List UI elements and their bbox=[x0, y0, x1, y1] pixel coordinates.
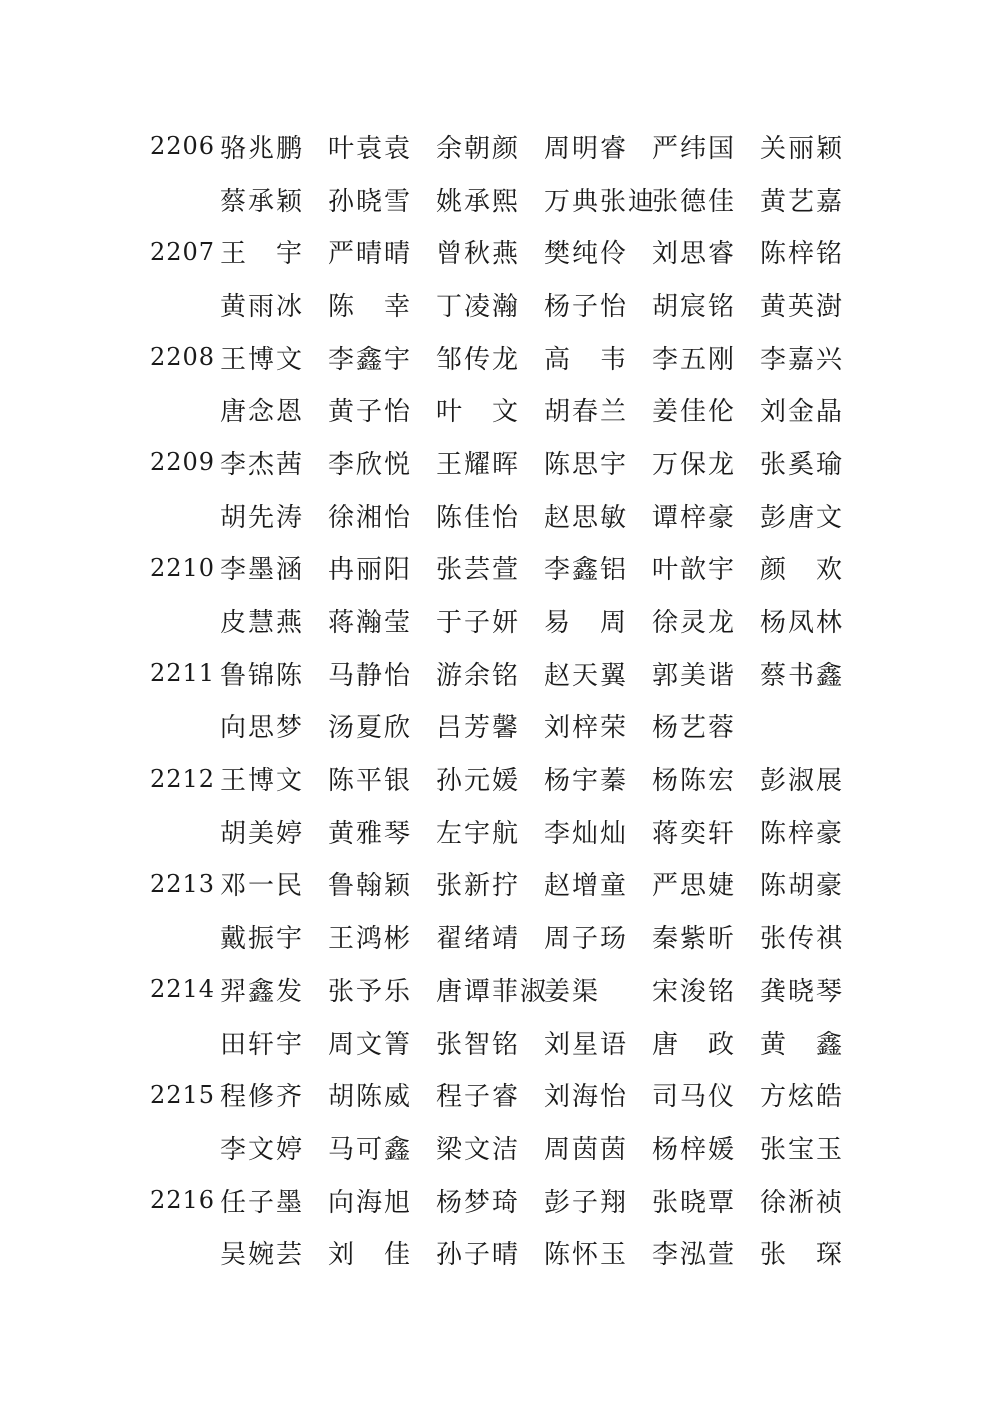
name-row bbox=[150, 1068, 870, 1121]
student-name: 叶歆宇 bbox=[652, 555, 737, 586]
student-name: 彭唐文 bbox=[760, 502, 845, 533]
student-name: 陈胡豪 bbox=[760, 871, 845, 902]
class-number: 2208 bbox=[150, 343, 216, 372]
student-name: 程修齐 bbox=[220, 1082, 305, 1113]
student-name: 李杰茜 bbox=[220, 449, 305, 480]
student-name: 向思梦 bbox=[220, 713, 305, 744]
student-name: 周子玚 bbox=[544, 924, 629, 955]
name-row bbox=[150, 910, 870, 963]
student-name: 刘 佳 bbox=[328, 1240, 413, 1271]
student-name: 严纬国 bbox=[652, 133, 737, 164]
student-name: 陈佳怡 bbox=[436, 502, 521, 533]
name-row bbox=[150, 331, 870, 384]
student-name: 黄英澍 bbox=[760, 291, 845, 322]
student-name: 胡先涛 bbox=[220, 502, 305, 533]
name-row bbox=[150, 1174, 870, 1227]
student-name: 周文箐 bbox=[328, 1029, 413, 1060]
student-name: 李鑫铝 bbox=[544, 555, 629, 586]
student-name: 彭子翔 bbox=[544, 1187, 629, 1218]
student-name: 赵增童 bbox=[544, 871, 629, 902]
student-name: 蔡书鑫 bbox=[760, 660, 845, 691]
student-name: 宋浚铭 bbox=[652, 976, 737, 1007]
name-row bbox=[150, 1121, 870, 1174]
class-number: 2212 bbox=[150, 764, 216, 793]
student-name: 彭淑展 bbox=[760, 766, 845, 797]
student-name: 蔡承颖 bbox=[220, 186, 305, 217]
student-name: 杨凤林 bbox=[760, 608, 845, 639]
name-row bbox=[150, 594, 870, 647]
name-row bbox=[150, 225, 870, 278]
name-row bbox=[150, 489, 870, 542]
name-row bbox=[150, 173, 870, 226]
class-number: 2213 bbox=[150, 869, 216, 898]
student-name: 唐念恩 bbox=[220, 397, 305, 428]
class-name-list bbox=[150, 120, 870, 1279]
student-name: 汤夏欣 bbox=[328, 713, 413, 744]
student-name: 李墨涵 bbox=[220, 555, 305, 586]
student-name: 李欣悦 bbox=[328, 449, 413, 480]
student-name: 游余铭 bbox=[436, 660, 521, 691]
student-name: 颜 欢 bbox=[760, 555, 845, 586]
student-name: 孙晓雪 bbox=[328, 186, 413, 217]
student-name: 胡宸铭 bbox=[652, 291, 737, 322]
student-name: 蒋瀚莹 bbox=[328, 608, 413, 639]
student-name: 皮慧燕 bbox=[220, 608, 305, 639]
student-name: 司马仪 bbox=[652, 1082, 737, 1113]
student-name: 黄雅琴 bbox=[328, 818, 413, 849]
class-number: 2207 bbox=[150, 237, 216, 266]
student-name: 张芸萱 bbox=[436, 555, 521, 586]
class-number: 2214 bbox=[150, 975, 216, 1004]
student-name: 方炫皓 bbox=[760, 1082, 845, 1113]
student-name: 黄 鑫 bbox=[760, 1029, 845, 1060]
student-name: 向海旭 bbox=[328, 1187, 413, 1218]
student-name: 李文婷 bbox=[220, 1134, 305, 1165]
student-name: 张晓覃 bbox=[652, 1187, 737, 1218]
student-name: 曾秋燕 bbox=[436, 239, 521, 270]
student-name: 唐 政 bbox=[652, 1029, 737, 1060]
name-row bbox=[150, 1016, 870, 1069]
student-name: 周明睿 bbox=[544, 133, 629, 164]
student-name: 冉丽阳 bbox=[328, 555, 413, 586]
student-name: 梁文洁 bbox=[436, 1134, 521, 1165]
student-name: 陈梓豪 bbox=[760, 818, 845, 849]
student-name: 徐灵龙 bbox=[652, 608, 737, 639]
student-name: 万典张迪 bbox=[544, 186, 657, 217]
student-name: 叶 文 bbox=[436, 397, 521, 428]
name-row bbox=[150, 383, 870, 436]
student-name: 程子睿 bbox=[436, 1082, 521, 1113]
student-name: 田轩宇 bbox=[220, 1029, 305, 1060]
student-name: 徐湘怡 bbox=[328, 502, 413, 533]
student-name: 羿鑫发 bbox=[220, 976, 305, 1007]
student-name: 杨陈宏 bbox=[652, 766, 737, 797]
student-name: 翟绪靖 bbox=[436, 924, 521, 955]
student-name: 马静怡 bbox=[328, 660, 413, 691]
student-name: 张新拧 bbox=[436, 871, 521, 902]
student-name: 吴婉芸 bbox=[220, 1240, 305, 1271]
student-name: 李灿灿 bbox=[544, 818, 629, 849]
name-row bbox=[150, 647, 870, 700]
name-row bbox=[150, 436, 870, 489]
student-name: 陈梓铭 bbox=[760, 239, 845, 270]
student-name: 孙元媛 bbox=[436, 766, 521, 797]
student-name: 樊纯伶 bbox=[544, 239, 629, 270]
class-number: 2209 bbox=[150, 448, 216, 477]
student-name: 杨艺蓉 bbox=[652, 713, 737, 744]
student-name: 李嘉兴 bbox=[760, 344, 845, 375]
student-name: 赵思敏 bbox=[544, 502, 629, 533]
student-name: 胡美婷 bbox=[220, 818, 305, 849]
class-number: 2210 bbox=[150, 553, 216, 582]
student-name: 易 周 bbox=[544, 608, 629, 639]
class-number: 2206 bbox=[150, 132, 216, 161]
student-name: 戴振宇 bbox=[220, 924, 305, 955]
name-row bbox=[150, 120, 870, 173]
student-name: 叶袁袁 bbox=[328, 133, 413, 164]
name-row bbox=[150, 752, 870, 805]
student-name: 周茵茵 bbox=[544, 1134, 629, 1165]
student-name: 陈思宇 bbox=[544, 449, 629, 480]
student-name: 李鑫宇 bbox=[328, 344, 413, 375]
student-name: 鲁锦陈 bbox=[220, 660, 305, 691]
student-name: 任子墨 bbox=[220, 1187, 305, 1218]
student-name: 张予乐 bbox=[328, 976, 413, 1007]
student-name: 陈怀玉 bbox=[544, 1240, 629, 1271]
student-name: 王鸿彬 bbox=[328, 924, 413, 955]
name-row bbox=[150, 858, 870, 911]
student-name: 孙子晴 bbox=[436, 1240, 521, 1271]
student-name: 张智铭 bbox=[436, 1029, 521, 1060]
student-name: 张传祺 bbox=[760, 924, 845, 955]
student-name: 严思婕 bbox=[652, 871, 737, 902]
student-name: 龚晓琴 bbox=[760, 976, 845, 1007]
class-number: 2215 bbox=[150, 1080, 216, 1109]
student-name: 吕芳馨 bbox=[436, 713, 521, 744]
student-name: 丁凌瀚 bbox=[436, 291, 521, 322]
student-name: 蒋奕轩 bbox=[652, 818, 737, 849]
student-name: 姜渠 bbox=[544, 976, 601, 1007]
student-name: 杨梦琦 bbox=[436, 1187, 521, 1218]
student-name: 于子妍 bbox=[436, 608, 521, 639]
student-name: 郭美谐 bbox=[652, 660, 737, 691]
student-name: 严晴晴 bbox=[328, 239, 413, 270]
student-name: 张奚瑜 bbox=[760, 449, 845, 480]
student-name: 姚承熙 bbox=[436, 186, 521, 217]
student-name: 刘思睿 bbox=[652, 239, 737, 270]
student-name: 胡陈威 bbox=[328, 1082, 413, 1113]
student-name: 王耀晖 bbox=[436, 449, 521, 480]
student-name: 王博文 bbox=[220, 766, 305, 797]
student-name: 万保龙 bbox=[652, 449, 737, 480]
student-name: 杨宇蓁 bbox=[544, 766, 629, 797]
name-row bbox=[150, 1226, 870, 1279]
student-name: 陈 幸 bbox=[328, 291, 413, 322]
student-name: 余朝颜 bbox=[436, 133, 521, 164]
student-name: 胡春兰 bbox=[544, 397, 629, 428]
student-name: 李五刚 bbox=[652, 344, 737, 375]
name-row bbox=[150, 805, 870, 858]
student-name: 陈平银 bbox=[328, 766, 413, 797]
student-name: 徐淅祯 bbox=[760, 1187, 845, 1218]
student-name: 马可鑫 bbox=[328, 1134, 413, 1165]
student-name: 黄雨冰 bbox=[220, 291, 305, 322]
student-name: 李泓萱 bbox=[652, 1240, 737, 1271]
student-name: 杨子怡 bbox=[544, 291, 629, 322]
student-name: 邓一民 bbox=[220, 871, 305, 902]
student-name: 邹传龙 bbox=[436, 344, 521, 375]
student-name: 刘海怡 bbox=[544, 1082, 629, 1113]
student-name: 刘梓荣 bbox=[544, 713, 629, 744]
student-name: 刘金晶 bbox=[760, 397, 845, 428]
student-name: 左宇航 bbox=[436, 818, 521, 849]
student-name: 姜佳伦 bbox=[652, 397, 737, 428]
student-name: 关丽颖 bbox=[760, 133, 845, 164]
student-name: 刘星语 bbox=[544, 1029, 629, 1060]
student-name: 杨梓媛 bbox=[652, 1134, 737, 1165]
name-row bbox=[150, 700, 870, 753]
name-row bbox=[150, 963, 870, 1016]
student-name: 赵天翼 bbox=[544, 660, 629, 691]
student-name: 唐谭菲淑 bbox=[436, 976, 549, 1007]
student-name: 王博文 bbox=[220, 344, 305, 375]
student-name: 黄子怡 bbox=[328, 397, 413, 428]
class-number: 2211 bbox=[150, 659, 216, 688]
class-number: 2216 bbox=[150, 1186, 216, 1215]
name-row bbox=[150, 278, 870, 331]
student-name: 王 宇 bbox=[220, 239, 305, 270]
student-name: 张宝玉 bbox=[760, 1134, 845, 1165]
student-name: 张 琛 bbox=[760, 1240, 845, 1271]
student-name: 高 韦 bbox=[544, 344, 629, 375]
student-name: 张德佳 bbox=[652, 186, 737, 217]
student-name: 鲁翰颖 bbox=[328, 871, 413, 902]
student-name: 谭梓豪 bbox=[652, 502, 737, 533]
student-name: 黄艺嘉 bbox=[760, 186, 845, 217]
student-name: 秦紫昕 bbox=[652, 924, 737, 955]
student-name: 骆兆鹏 bbox=[220, 133, 305, 164]
name-row bbox=[150, 542, 870, 595]
